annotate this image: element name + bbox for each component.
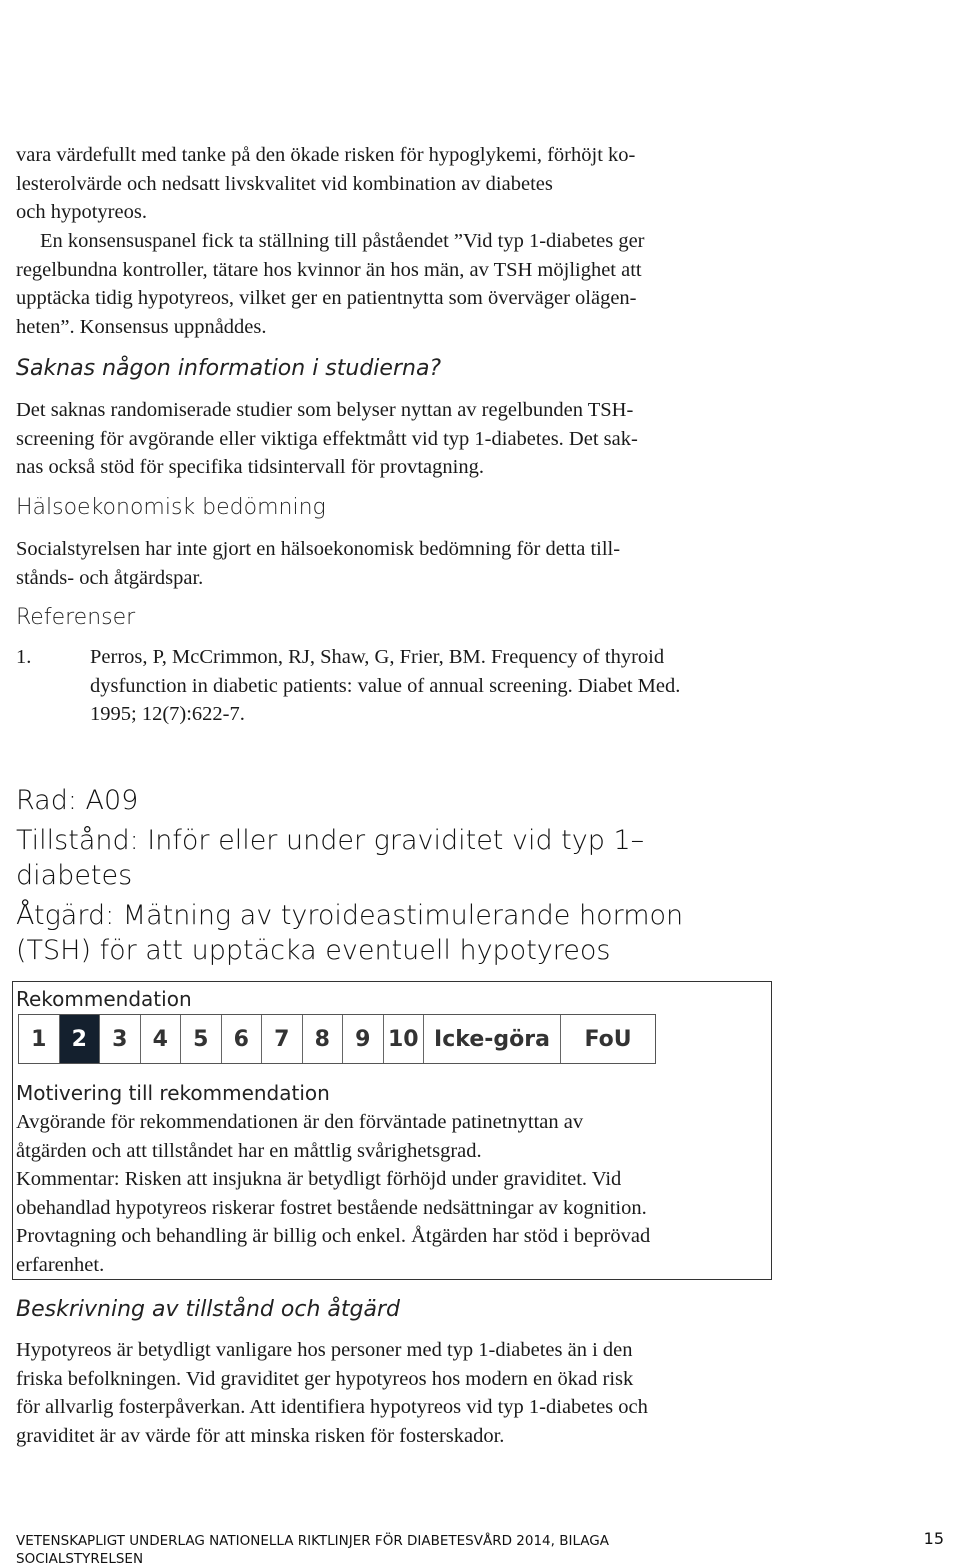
scale-cell-9: 9	[343, 1015, 384, 1063]
text-line: Kommentar: Risken att insjukna är betydligt förhöjd under graviditet. Vid	[16, 1168, 622, 1190]
scale-cell-icke-gora: Icke-göra	[424, 1015, 561, 1063]
scale-cell-1: 1	[19, 1015, 60, 1063]
text-line: för allvarlig fosterpåverkan. Att identifiera hypotyreos vid typ 1-diabetes och	[16, 1396, 648, 1418]
row-heading: Rad: A09	[16, 785, 139, 816]
text-line: graviditet är av värde för att minska risken för fosterskador.	[16, 1424, 505, 1447]
recommendation-heading: Rekommendation	[16, 987, 192, 1011]
description-heading: Beskrivning av tillstånd och åtgärd	[16, 1297, 400, 1322]
recommendation-scale	[18, 1014, 656, 1064]
footer-publisher: SOCIALSTYRELSEN	[16, 1551, 144, 1567]
text-line: friska befolkningen. Vid graviditet ger hypotyreos hos modern en ökad risk	[16, 1367, 634, 1390]
description-paragraph	[16, 1336, 648, 1450]
text-line: Perros, P, McCrimmon, RJ, Shaw, G, Frier, BM. Frequency of thyroid	[90, 646, 665, 668]
scale-cell-4: 4	[141, 1015, 182, 1063]
text-line: (TSH) för att upptäcka eventuell hypotyreos	[16, 935, 611, 966]
condition-heading	[16, 823, 644, 893]
scale-cell-8: 8	[303, 1015, 344, 1063]
text-line: åtgärden och att tillståndet har en måttlig svårighetsgrad.	[16, 1139, 482, 1162]
text-line: En konsensuspanel fick ta ställning till påståendet ”Vid typ 1-diabetes ger	[40, 230, 645, 252]
scale-cell-7: 7	[262, 1015, 303, 1063]
footer	[16, 1532, 609, 1568]
text-line: Avgörande för rekommendationen är den förväntade patinetnyttan av	[16, 1111, 584, 1133]
scale-cell-6: 6	[222, 1015, 263, 1063]
text-line: Åtgärd: Mätning av tyroideastimulerande hormon	[16, 900, 684, 931]
missing-info-heading: Saknas någon information i studierna?	[16, 356, 442, 381]
footer-title: VETENSKAPLIGT UNDERLAG NATIONELLA RIKTLINJER FÖR DIABETESVÅRD 2014, BILAGA	[16, 1533, 609, 1549]
text-line: dysfunction in diabetic patients: value of annual screening. Diabet Med.	[90, 674, 681, 697]
text-line: heten”. Konsensus uppnåddes.	[16, 315, 267, 338]
reference-text	[90, 643, 680, 729]
scale-cell-10: 10	[384, 1015, 425, 1063]
text-line: diabetes	[16, 860, 133, 891]
scale-cell-2-selected: 2	[60, 1015, 101, 1063]
text-line: screening för avgörande eller viktiga effektmått vid typ 1-diabetes. Det sak-	[16, 427, 638, 450]
motivation-paragraph	[16, 1108, 650, 1279]
action-heading	[16, 898, 683, 968]
text-line: nas också stöd för specifika tidsintervall för provtagning.	[16, 456, 484, 478]
consensus-paragraph	[16, 227, 645, 341]
text-line: Det saknas randomiserade studier som belyser nyttan av regelbunden TSH-	[16, 399, 634, 421]
intro-paragraph	[16, 141, 635, 227]
text-line: Tillstånd: Inför eller under graviditet vid typ 1–	[16, 825, 645, 856]
health-economics-paragraph	[16, 535, 620, 592]
motivation-heading: Motivering till rekommendation	[16, 1081, 330, 1105]
text-line: regelbundna kontroller, tätare hos kvinnor än hos män, av TSH möjlighet att	[16, 258, 642, 281]
text-line: vara värdefullt med tanke på den ökade risken för hypoglykemi, förhöjt ko-	[16, 144, 636, 166]
health-economics-heading: Hälsoekonomisk bedömning	[16, 495, 326, 520]
text-line: Provtagning och behandling är billig och enkel. Åtgärden har stöd i beprövad	[16, 1225, 651, 1247]
scale-cell-3: 3	[100, 1015, 141, 1063]
text-line: och hypotyreos.	[16, 201, 147, 223]
text-line: Hypotyreos är betydligt vanligare hos personer med typ 1-diabetes än i den	[16, 1339, 633, 1361]
text-line: lesterolvärde och nedsatt livskvalitet vid kombination av diabetes	[16, 172, 553, 195]
references-heading: Referenser	[16, 605, 136, 630]
text-line: obehandlad hypotyreos riskerar fostret bestående nedsättningar av kognition.	[16, 1196, 647, 1219]
reference-number: 1.	[16, 646, 32, 668]
page-number: 15	[923, 1529, 944, 1548]
missing-info-paragraph	[16, 396, 638, 482]
text-line: erfarenhet.	[16, 1253, 105, 1276]
text-line: upptäcka tidig hypotyreos, vilket ger en patientnytta som överväger olägen-	[16, 287, 637, 309]
text-line: 1995; 12(7):622-7.	[90, 703, 245, 725]
scale-cell-fou: FoU	[561, 1015, 655, 1063]
scale-cell-5: 5	[181, 1015, 222, 1063]
text-line: stånds- och åtgärdspar.	[16, 566, 204, 589]
text-line: Socialstyrelsen har inte gjort en hälsoekonomisk bedömning för detta till-	[16, 538, 621, 560]
